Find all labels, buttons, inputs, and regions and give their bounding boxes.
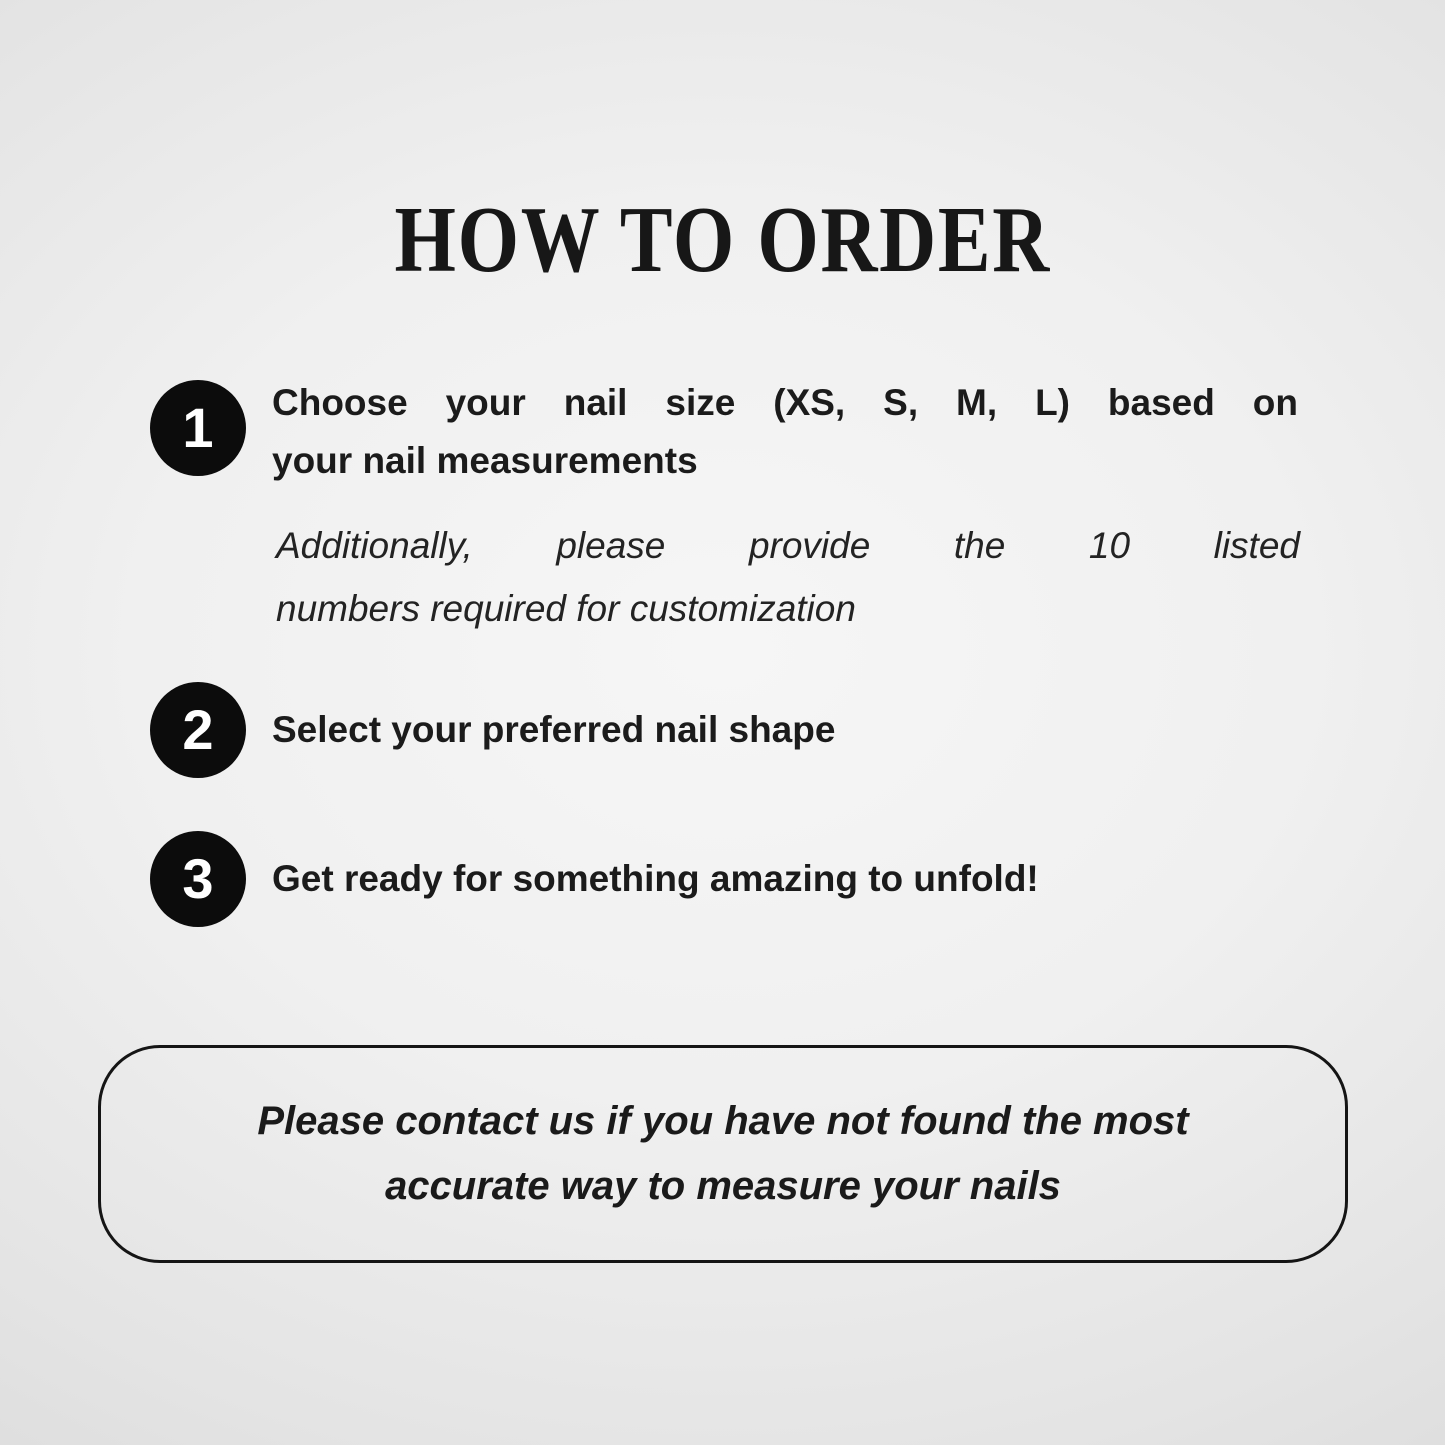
step-1-text-line-2: your nail measurements	[272, 440, 698, 481]
contact-note-line-2: accurate way to measure your nails	[385, 1164, 1061, 1208]
step-2-text-line-1: Select your preferred nail shape	[272, 708, 836, 750]
page-title	[0, 188, 1445, 292]
step-item-1	[150, 380, 1298, 490]
step-1-text-line-1: Choose your nail size (XS, S, M, L) based on	[272, 382, 1298, 423]
step-1-note-line-1: Additionally, please provide the 10 listed	[276, 525, 1300, 566]
step-3-number: 3	[182, 847, 214, 910]
step-1-note	[276, 514, 1300, 640]
step-2-text	[272, 709, 1298, 752]
step-2-number-badge	[150, 682, 246, 778]
step-item-3	[150, 831, 1298, 927]
contact-note-line-1: Please contact us if you have not found the most	[257, 1099, 1189, 1143]
step-3-number-badge	[150, 831, 246, 927]
contact-note-box	[98, 1045, 1348, 1263]
step-1-text	[272, 374, 1298, 490]
step-1-note-line-2: numbers required for customization	[276, 588, 856, 629]
step-2-number: 2	[182, 698, 214, 761]
contact-note-text	[257, 1089, 1188, 1219]
step-1-number: 1	[182, 396, 214, 459]
step-3-text-line-1: Get ready for something amazing to unfold!	[272, 857, 1039, 899]
step-item-2	[150, 682, 1298, 778]
step-3-text	[272, 858, 1298, 901]
step-1-number-badge	[150, 380, 246, 476]
page-title-text: HOW TO ORDER	[394, 188, 1051, 292]
